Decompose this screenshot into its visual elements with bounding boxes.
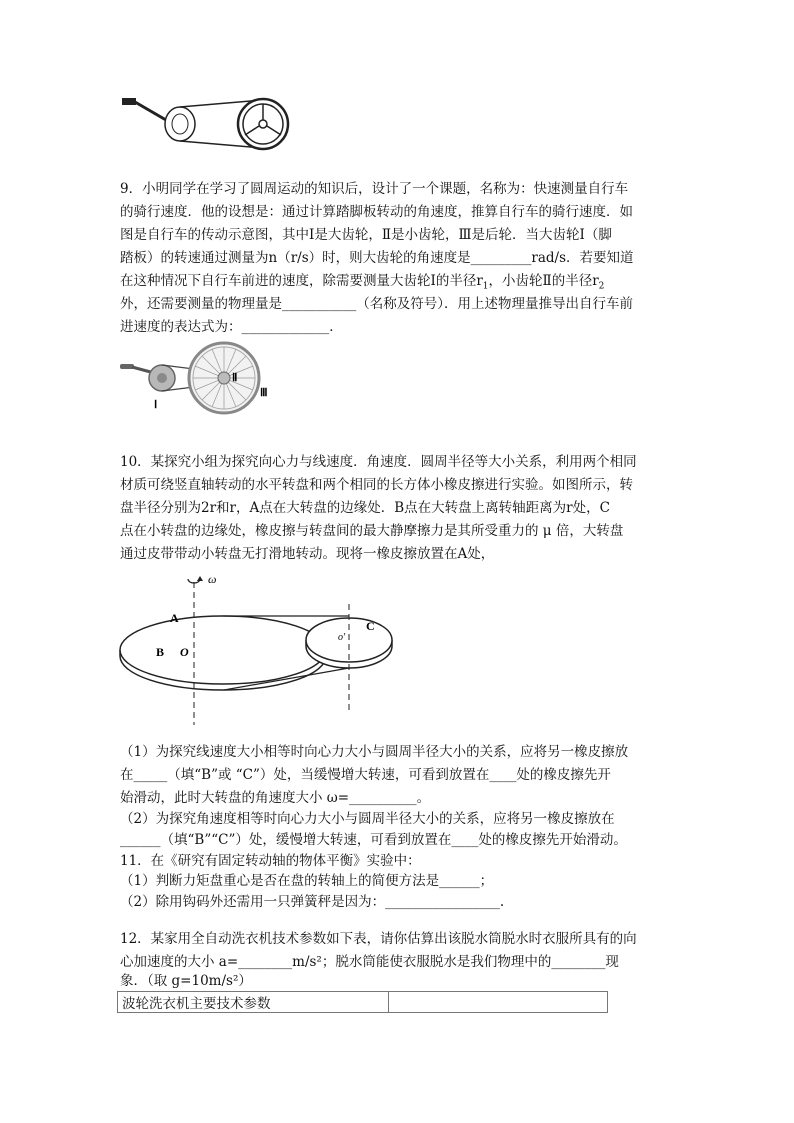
q9-r2-subscript: 2 [598, 281, 605, 292]
q10-line-3: 盘半径分别为2r和r，A点在大转盘的边缘处．B点在大转盘上离转轴距离为r处，C [120, 500, 610, 516]
label-O: O [180, 645, 189, 659]
label-big-gear: Ⅰ [154, 399, 158, 411]
turntable-figure [118, 570, 398, 730]
table-row [118, 992, 608, 1013]
label-o-small: o' [338, 632, 346, 643]
q9-line-2: 的骑行速度．他的设想是：通过计算踏脚板转动的角速度，推算自行车的骑行速度．如 [120, 204, 633, 220]
q12-line-1: 12．某家用全自动洗衣机技术参数如下表，请你估算出该脱水筒脱水时衣服所具有的向 [120, 931, 637, 947]
label-rear-wheel: Ⅲ [260, 387, 268, 399]
q10-part1-line-1: （1）为探究线速度大小相等时向心力大小与圆周半径大小的关系，应将另一橡皮擦放 [120, 744, 629, 760]
q9-line-1: 9．小明同学在学习了圆周运动的知识后，设计了一个课题，名称为：快速测量自行车 [120, 181, 629, 197]
q10-part1-line-3: 始滑动，此时大转盘的角速度大小 ω=__________。 [120, 790, 431, 806]
table-header-cell-empty [389, 992, 608, 1013]
q10-line-4: 点在小转盘的边缘处，橡皮擦与转盘间的最大静摩擦力是其所受重力的 μ 倍，大转盘 [120, 523, 624, 539]
q9-line-6: 外，还需要测量的物理量是___________（名称及符号）．用上述物理量推导出自行车前 [120, 296, 633, 312]
q11-line-2: （1）判断力矩盘重心是否在盘的转轴上的简便方法是______； [120, 873, 494, 889]
label-small-gear: Ⅱ [232, 372, 238, 384]
q10-line-1: 10．某探究小组为探究向心力与线速度．角速度．圆周半径等大小关系，利用两个相同 [120, 454, 637, 470]
label-B: B [156, 645, 165, 659]
q12-line-2: 心加速度的大小 a=________m/s²；脱水筒能使衣服脱水是我们物理中的________现 [120, 954, 619, 970]
table-header-cell: 波轮洗衣机主要技术参数 [118, 992, 389, 1013]
q10-line-2: 材质可绕竖直轴转动的水平转盘和两个相同的长方体小橡皮擦进行实验。如图所示，转 [120, 477, 633, 493]
q9-line-4: 踏板）的转速通过测量为n（r/s）时，则大齿轮的角速度是_________rad/s．若要知道 [120, 250, 634, 266]
bicycle-transmission-figure [118, 336, 278, 416]
q10-part2-line-2: ______（填“B”“C”）处，缓慢增大转速，可看到放置在____处的橡皮擦先开始滑动。 [120, 832, 627, 848]
q9-line-5-part-a: 在这种情况下自行车前进的速度，除需要测量大齿轮Ⅰ的半径r [120, 273, 483, 289]
q11-line-3: （2）除用钩码外还需用一只弹簧秤是因为：_________________. [120, 894, 505, 910]
q11-line-1: 11．在《研究有固定转动轴的物体平衡》实验中： [120, 853, 421, 869]
q12-line-3: 象．（取 g=10m/s²） [120, 973, 252, 989]
q9-line-5-part-b: ，小齿轮Ⅱ的半径r [488, 273, 599, 289]
q9-line-3: 图是自行车的传动示意图，其中Ⅰ是大齿轮，Ⅱ是小齿轮，Ⅲ是后轮．当大齿轮Ⅰ（脚 [120, 227, 612, 243]
q9-line-5 [120, 272, 604, 296]
q9-r1-subscript: 1 [482, 281, 489, 292]
q10-line-5: 通过皮带带动小转盘无打滑地转动。现将一橡皮擦放置在A处， [120, 546, 495, 562]
pulley-crank-figure [118, 92, 294, 154]
q9-line-7: 进速度的表达式为：_____________． [120, 319, 343, 335]
label-omega: ω [208, 572, 217, 586]
label-A: A [170, 611, 179, 625]
q10-part1-line-2: 在_____（填“B”或 “C”）处，当缓慢增大转速，可看到放置在____处的橡皮擦先开 [120, 767, 611, 783]
q10-part2-line-1: （2）为探究角速度相等时向心力大小与圆周半径大小的关系，应将另一橡皮擦放在 [120, 811, 615, 827]
label-C: C [366, 619, 375, 633]
washer-spec-table [117, 991, 608, 1013]
